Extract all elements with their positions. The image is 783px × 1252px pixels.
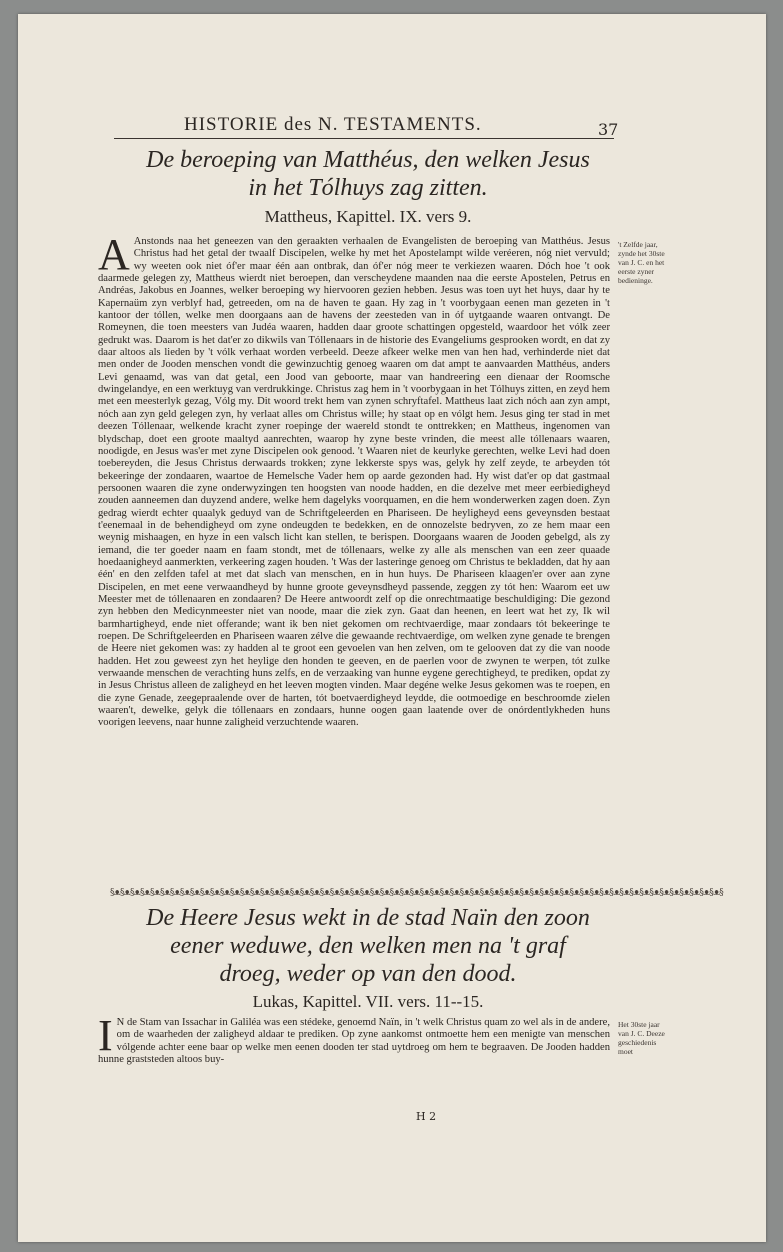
section2-margin-note: Het 30ste jaar van J. C. Deeze geschiedenis moet [618,1020,665,1056]
section2-reference: Lukas, Kapittel. VII. vers. 11--15. [252,992,484,1011]
section1-reference: Mattheus, Kapittel. IX. vers 9. [264,207,472,226]
section2-title-line2: eener weduwe, den welken men na 't graf [170,933,566,959]
section2-body [98,1011,610,1066]
section1-paragraph: Anstonds naa het geneezen van den geraakten verhaalen de Evangelisten de beroeping van Matthéus. Jesus Christus had het getal der twaalf Discipelen, welke hy met het Apostelampt wilde veréeren, nóg niet vervuld; wy weeten ook niet óf'er maar één aan ontbrak, dan óf'er nóg meer te verkiezen waaren. Dóch hoe 't ook daarmede gelegen zy, Mattheus wierdt niet beroepen, dan verscheydene maanden naa die eerste Apostelen, Petrus en Andréas, Jakobus en Joannes, welker beroeping wy hiervooren gezien hebben. Jesus was toen uyt het huys, daar hy te Kapernaüm zyn verblyf had, getreeden, om na de haven te gaan. Hy zag in 't voorbygaan eenen man gezeten in 't kantoor der tóllen, welke men doorgaans aan de havens der zeesteden van in óf uytgaande waaren ontvangt. De Romeynen, die toen meesters van Judéa waaren, hadden daar groote schattingen opgesteld, waardoor het vólk zeer gedrukt was. Daarom is het dat'er zo dikwils van Tóllenaars in de historie des Evangeliums gesprooken wordt, en dat zy daar altoos als lieden by 't vólk verhaat worden verbeeld. Deeze afkeer welke men van hen had, verhinderde niet dat men onder de Jooden menschen vondt die gewinzuchtig genoeg waaren om dat ampt te aanvaarden Matthéus, anders Levi genaamd, was van dat getal, een Jood van geboorte, maar van handreering een dienaar der Roomsche dwingelandye, en een werktuyg van verdrukkinge. Christus zag hem in 't voorbygaan in het Tólhuys zitten, en zeyd hem met een meesterlyk gezag, Vólg my. Dit woord trekt hem van zynen schryftafel. Mattheus laat zich nóch aan zyn ampt, nóch aan zyn geld gelegen zyn, hy verlaat alles om Christus wille; hy staat op en vólgt hem. Jesus ging ter stad in met deezen Tóllenaar, welkende kracht zyner roepinge der waereld stondt te onttrekken; en Mattheus, ingenomen van blydschap, doet een groote maaltyd aanrechten, waarop hy zyne beste vrinden, die meest alle tóllenaars waaren, noodigde, en Jesus was'er met zyne Discipelen ook genood. 't Waaren niet de keurlyke gerechten, welke Levi had doen toebereyden, die Jesus Christus derwaards trokken; zyne lekkerste spys was, gelyk hy zelf zeyde, te arbeyden tót bekeeringe der zondaaren, waartoe de Hemelsche Vader hem op aarde gezonden had. Hy wist dat'er op dat gastmaal persoonen waaren die zyne onderwyzingen ten hoogsten van noode hadden, en die dezelve met meer eerbiedigheyd zouden aanneemen dan duyzend andere, welke hem dagelyks voorquamen, en die hem wonderwerken zagen doen. Zyn gedrag wierdt echter quaalyk geduyd van de Schriftgeleerden en Phariseen. De heyligheyd eens geveynsden bestaat t'eenemaal in de behendigheyd om zyne ondeugden te bedekken, en de onnozelste bedryven, zo ze hem maar een weynig mishaagen, en hyze in een valsch licht kan stellen, te berispen. Doorgaans waaren de Jooden gebelgd, als zy iemand, die ter goeder naam en faam stondt, met de tóllenaars, welke zy alle als menschen van een zeer quaade hoedaanigheyd aanmerkten, verkeering zagen houden. 't Was der lasteringe genoeg om Christus te bekladden, dat hy aan één' en den zelfden tafel at met dat slach van menschen, en in hun huys. De Phariseen klaagen'er over aan zyne Discipelen, en met eene verwaandheyd by hunne groote geveynsdheyd passende, zeggen zy tót hen: Waarom eet uw Meester met de tóllenaaren en zondaaren? De Heere antwoordt zelf op die onrechtmaatige beschuldiging: Die gezond zyn hebben den Medicynmeester niet van noode, maar die ziek zyn. Gaat dan heenen, en leert wat het zy, Ik wil barmhartigheyd, ende niet offerande; want ik ben niet gekomen om rechtvaerdige, maar zondaars tót bekeeringe te roepen. De Schriftgeleerden en Phariseen waaren zélve die gewaande rechtvaerdige, om welken zyne genade te brengen de Heere niet gekomen was: zy hadden al te groot een gevoelen van hen zelven, om te gelooven dat zy die van noode hadden. Het zou geweest zyn het heylige den honden te geeven, en de paerlen voor de zwynen te werpen, tót zulke verwaande menschen de verachting huns zelfs, en de verzaaking van hunne eygene gerechtigheyd, te prediken, opdat zy in Jesus Christus alleen de zaligheyd en het leeven mogten vinden. Maar degéne welke Jesus gekomen was te roepen, en die zyne Genade, zeegepraalende over de harten, tót boetvaerdigheyd leydde, die ootmoedige en beschroomde zielen waaren't, dewelke, gelyk die tóllenaars en zondaars, hunne oogen gaan laatende over de onórdentlykheden huns voorigen leevens, naar hunne zaligheid verzuchtende waaren. [98,236,610,729]
book-page [18,14,766,1242]
section2-dropcap: I [98,1011,113,1060]
section2-title-line1: De Heere Jesus wekt in de stad Naïn den zoon [146,905,590,931]
decorative-divider: §ᴥ§ᴥ§ᴥ§ᴥ§ᴥ§ᴥ§ᴥ§ᴥ§ᴥ§ᴥ§ᴥ§ᴥ§ᴥ§ᴥ§ᴥ§ᴥ§ᴥ§ᴥ§ᴥ§ᴥ§ᴥ§ᴥ§ᴥ§ᴥ§ᴥ§ᴥ§ᴥ§ᴥ§ᴥ§ᴥ§ᴥ§ᴥ§ᴥ§ᴥ§ᴥ§ᴥ§ᴥ§ᴥ§ᴥ§ᴥ§ᴥ§ᴥ§ᴥ§ᴥ§ᴥ§ᴥ§ᴥ§ᴥ§ᴥ§ᴥ§ᴥ§ᴥ§ᴥ§ᴥ§ᴥ§ᴥ§ᴥ§ᴥ§ᴥ§ᴥ§ᴥ§ [110,888,724,898]
section1-margin-note: 't Zelfde jaar, zynde het 30ste van J. C. en het eerste zyner bedieninge. [618,240,665,285]
running-header [114,114,614,139]
section1-body [98,230,610,730]
page-sheet [18,14,766,1242]
section1-title-line2: in het Tólhuys zag zitten. [248,175,488,201]
page-number: 37 [598,120,619,139]
signature-mark: H 2 [416,1110,437,1123]
section1-title-line1: De beroeping van Matthéus, den welken Jesus [146,147,590,173]
section2-paragraph: N de Stam van Issachar in Galiléa was een stédeke, genoemd Naïn, in 't welk Christus quam zo wel als in de andere, om de waarheden der zaligheyd aldaar te prediken. Op zyne aankomst ontmoette hem een menigte van menschen vólgende achter eene baar op welke men eenen dooden ter stad uytdroeg om hem te begraaven. De Jooden hadden hunne graststeden altoos buy- [98,1017,610,1066]
section2-title-line3: droeg, weder op van den dood. [219,961,517,987]
section1-dropcap: A [98,230,130,279]
running-title: HISTORIE des N. TESTAMENTS. [184,114,482,135]
